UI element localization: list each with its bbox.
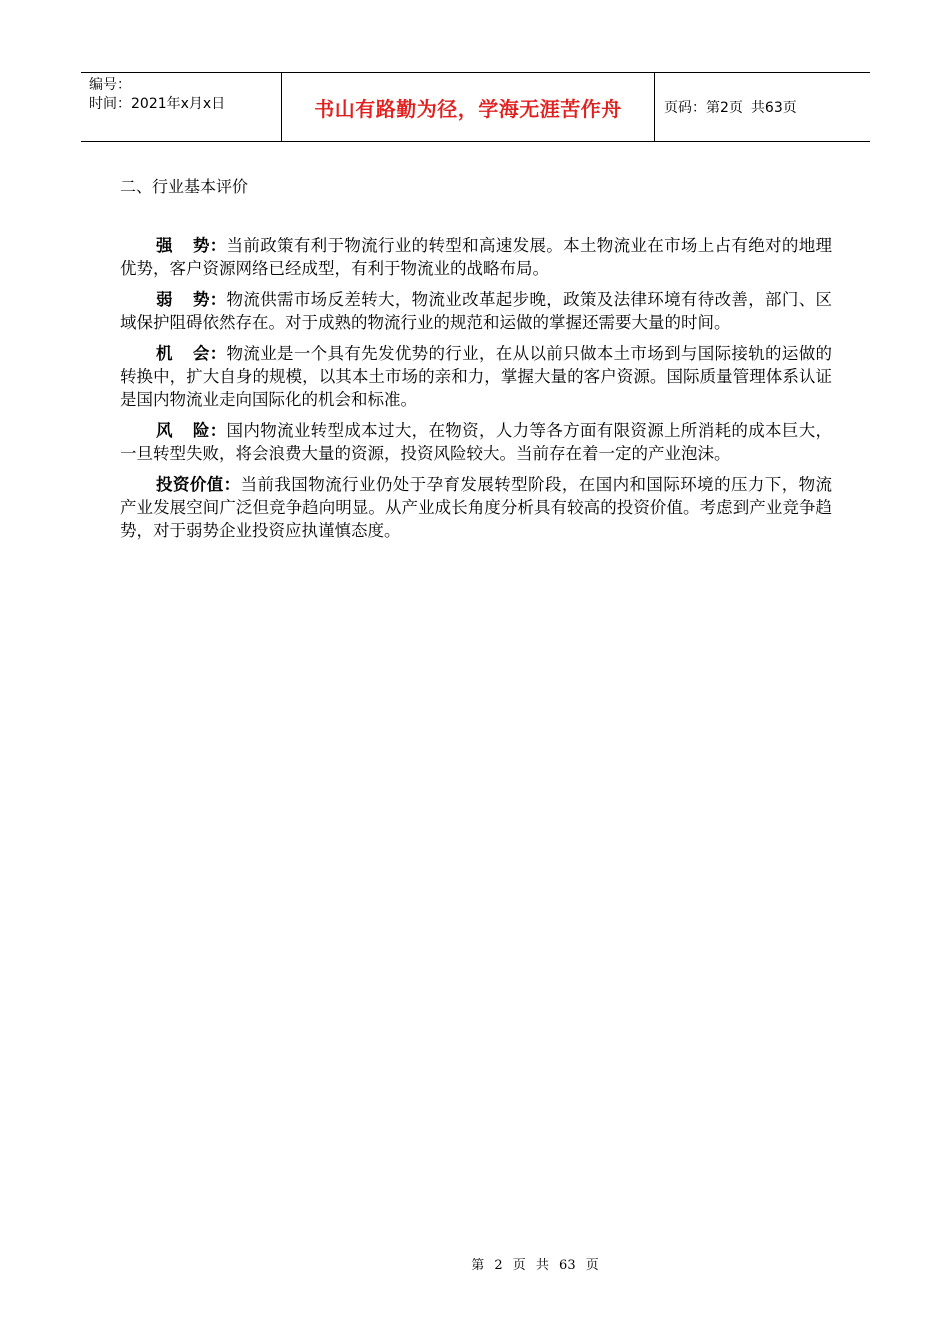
label-weaknesses: 弱势 <box>156 290 210 309</box>
label-opportunities: 机会 <box>156 344 210 363</box>
text-investment-value: 当前我国物流行业仍处于孕育发展转型阶段，在国内和国际环境的压力下，物流产业发展空间广泛但竞争趋向明显。从产业成长角度分析具有较高的投资价值。考虑到产业竞争趋势，对于弱势企业投资应执谨慎态度。 <box>120 475 833 540</box>
paragraph-risks: 风险：国内物流业转型成本过大，在物资，人力等各方面有限资源上所消耗的成本巨大，一旦转型失败，将会浪费大量的资源，投资风险较大。当前存在着一定的产业泡沫。 <box>120 421 833 463</box>
section-heading: 二、行业基本评价 <box>120 177 249 196</box>
page-info-current: 页码：第2页 <box>664 100 743 116</box>
text-strengths: 当前政策有利于物流行业的转型和高速发展。本土物流业在市场上占有绝对的地理优势，客户资源网络已经成型，有利于物流业的战略布局。 <box>120 236 833 278</box>
evaluation-content <box>120 234 832 550</box>
text-opportunities: 物流业是一个具有先发优势的行业，在从以前只做本土市场到与国际接轨的运做的转换中，扩大自身的规模，以其本土市场的亲和力，掌握大量的客户资源。国际质量管理体系认证是国内物流业走向国际化的机会和标准。 <box>120 344 833 409</box>
page-footer: 第 2 页 共 63 页 <box>471 1258 599 1273</box>
paragraph-strengths: 强势：当前政策有利于物流行业的转型和高速发展。本土物流业在市场上占有绝对的地理优势，客户资源网络已经成型，有利于物流业的战略布局。 <box>120 236 833 278</box>
label-strengths: 强势 <box>156 236 210 255</box>
paragraph-opportunities: 机会：物流业是一个具有先发优势的行业，在从以前只做本土市场到与国际接轨的运做的转换中，扩大自身的规模，以其本土市场的亲和力，掌握大量的客户资源。国际质量管理体系认证是国内物流业走向国际化的机会和标准。 <box>120 344 833 409</box>
header-meta-cell <box>81 73 282 141</box>
document-header <box>81 72 870 142</box>
label-investment-value: 投资价值 <box>156 475 224 494</box>
time-label: 时间：2021年x月x日 <box>89 96 226 112</box>
number-label: 编号： <box>89 77 131 93</box>
label-risks: 风险 <box>156 421 210 440</box>
paragraph-investment-value: 投资价值：当前我国物流行业仍处于孕育发展转型阶段，在国内和国际环境的压力下，物流产业发展空间广泛但竞争趋向明显。从产业成长角度分析具有较高的投资价值。考虑到产业竞争趋势，对于弱势企业投资应执谨慎态度。 <box>120 475 833 540</box>
motto-text: 书山有路勤为径，学海无涯苦作舟 <box>314 96 622 121</box>
text-risks: 国内物流业转型成本过大，在物资，人力等各方面有限资源上所消耗的成本巨大，一旦转型失败，将会浪费大量的资源，投资风险较大。当前存在着一定的产业泡沫。 <box>120 421 833 463</box>
paragraph-weaknesses: 弱势：物流供需市场反差转大，物流业改革起步晚，政策及法律环境有待改善，部门、区域保护阻碍依然存在。对于成熟的物流行业的规范和运做的掌握还需要大量的时间。 <box>120 290 833 332</box>
page-info-total: 共63页 <box>750 100 797 116</box>
header-motto-cell <box>282 73 655 141</box>
header-page-cell <box>655 73 870 141</box>
text-weaknesses: 物流供需市场反差转大，物流业改革起步晚，政策及法律环境有待改善，部门、区域保护阻碍依然存在。对于成熟的物流行业的规范和运做的掌握还需要大量的时间。 <box>120 290 833 332</box>
